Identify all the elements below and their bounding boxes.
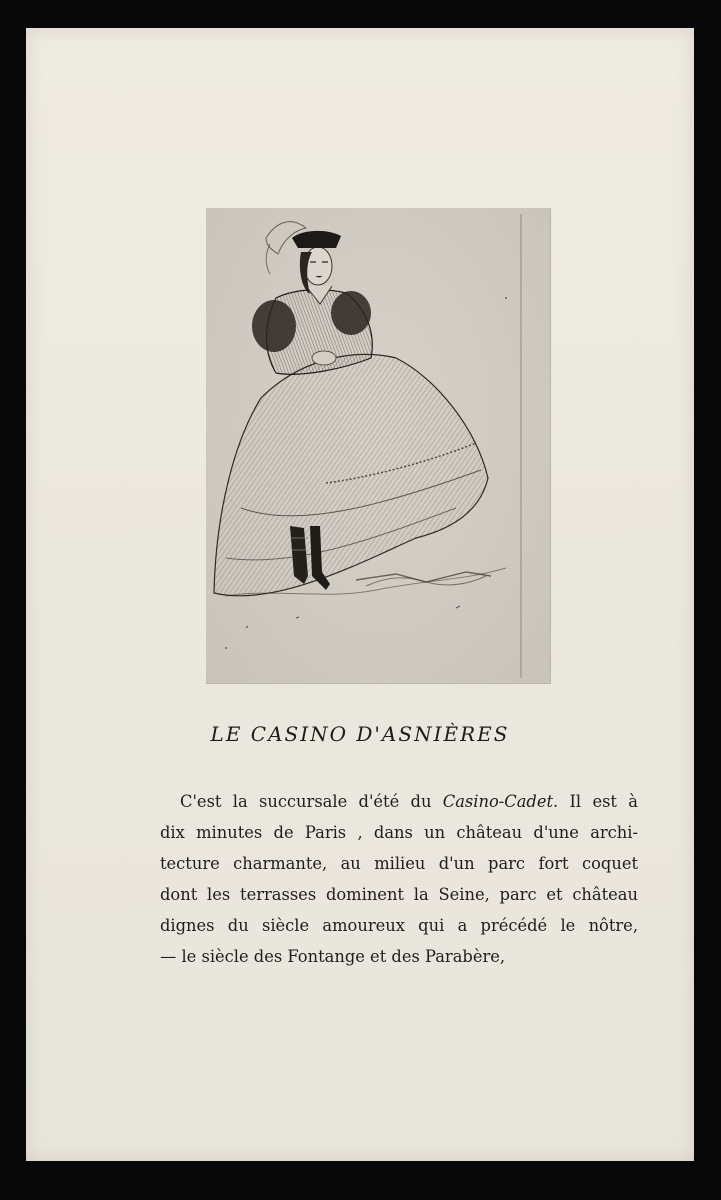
text-line-6: — le siècle des Fontange et des Parabère, — [160, 947, 506, 966]
text-line-1-part-a: C'est la succursale d'été du — [180, 792, 443, 811]
text-line-1-part-b: . Il est à — [553, 792, 638, 811]
casino-cadet-italic: Casino-Cadet — [442, 792, 554, 811]
text-line-3: tecture charmante, au milieu d'un parc fort coquet — [160, 854, 638, 873]
chapter-title: LE CASINO D'ASNIÈRES — [210, 722, 510, 746]
book-page — [26, 28, 694, 1161]
text-line-4: dont les terrasses dominent la Seine, parc et château — [160, 885, 638, 904]
text-line-2: dix minutes de Paris , dans un château d'une archi- — [160, 823, 638, 842]
etching-plate — [206, 208, 551, 684]
text-line-5: dignes du siècle amoureux qui a précédé le nôtre, — [160, 916, 638, 935]
text-line-1 — [160, 786, 638, 817]
body-paragraph — [160, 786, 638, 972]
woman-etching-illustration — [206, 208, 550, 683]
